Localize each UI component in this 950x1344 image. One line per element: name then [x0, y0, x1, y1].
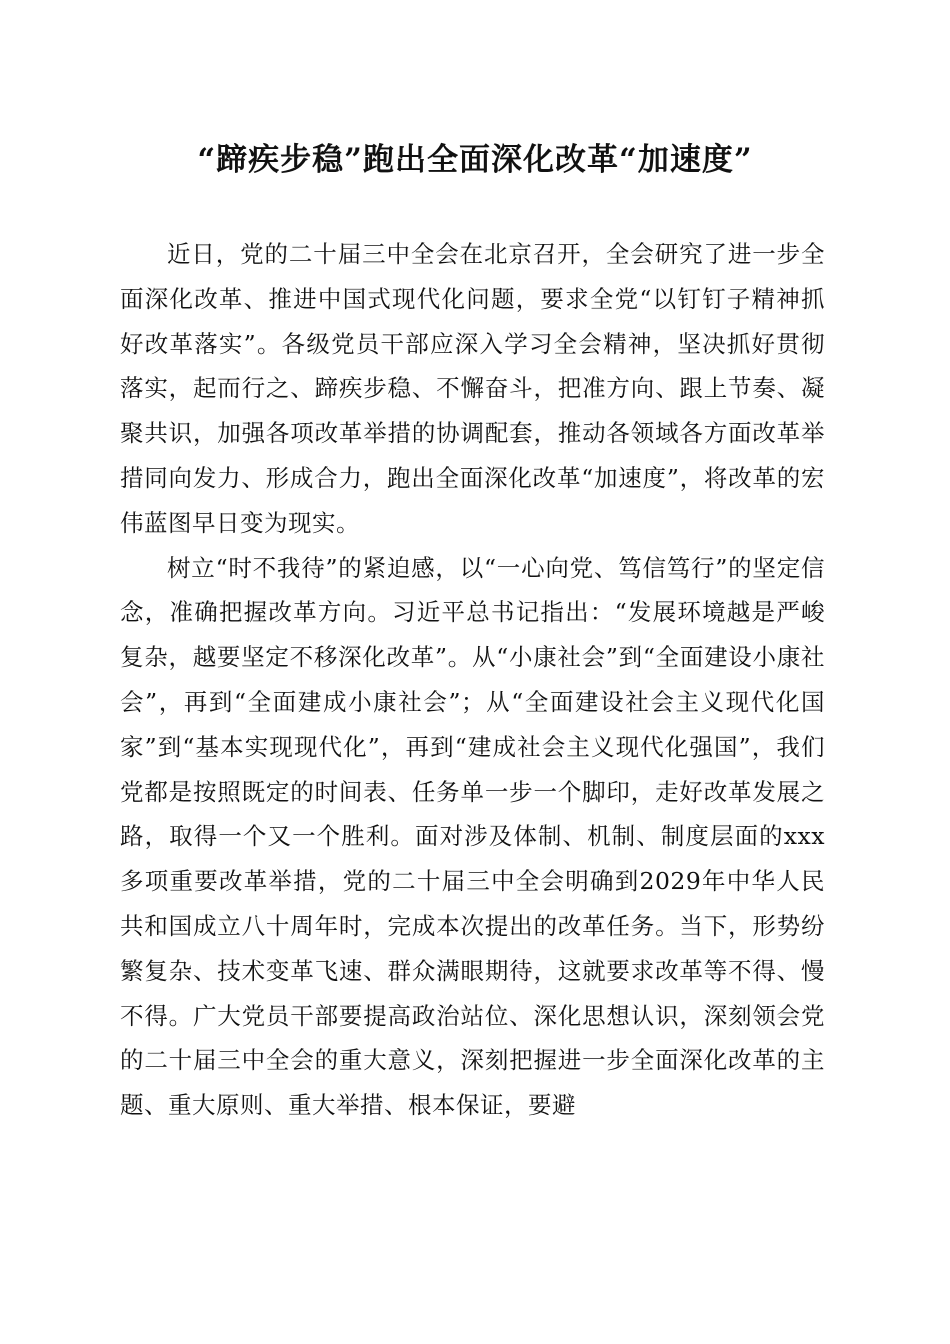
paragraph-1: 近日，党的二十届三中全会在北京召开，全会研究了进一步全面深化改革、推进中国式现代化问题，要求全党“以钉钉子精神抓好改革落实”。各级党员干部应深入学习全会精神，坚决抓好贯彻落实，起而行之、蹄疾步稳、不懈奋斗，把准方向、跟上节奏、凝聚共识，加强各项改革举措的协调配套，推动各领域各方面改革举措同向发力、形成合力，跑出全面深化改革“加速度”，将改革的宏伟蓝图早日变为现实。: [120, 240, 825, 537]
document-body: [120, 232, 825, 1128]
paragraph-2: 树立“时不我待”的紧迫感，以“一心向党、笃信笃行”的坚定信念，准确把握改革方向。习近平总书记指出：“发展环境越是严峻复杂，越要坚定不移深化改革”。从“小康社会”到“全面建设小康社会”，再到“全面建成小康社会”；从“全面建设社会主义现代化国家”到“基本实现现代化”，再到“建成社会主义现代化强国”，我们党都是按照既定的时间表、任务单一步一个脚印，走好改革发展之路，取得一个又一个胜利。面对涉及体制、机制、制度层面的xxx多项重要改革举措，党的二十届三中全会明确到2029年中华人民共和国成立八十周年时，完成本次提出的改革任务。当下，形势纷繁复杂、技术变革飞速、群众满眼期待，这就要求改革等不得、慢不得。广大党员干部要提高政治站位、深化思想认识，深刻领会党的二十届三中全会的重大意义，深刻把握进一步全面深化改革的主题、重大原则、重大举措、根本保证，要避: [120, 553, 825, 1120]
document-title: “蹄疾步稳”跑出全面深化改革“加速度”: [197, 142, 753, 178]
